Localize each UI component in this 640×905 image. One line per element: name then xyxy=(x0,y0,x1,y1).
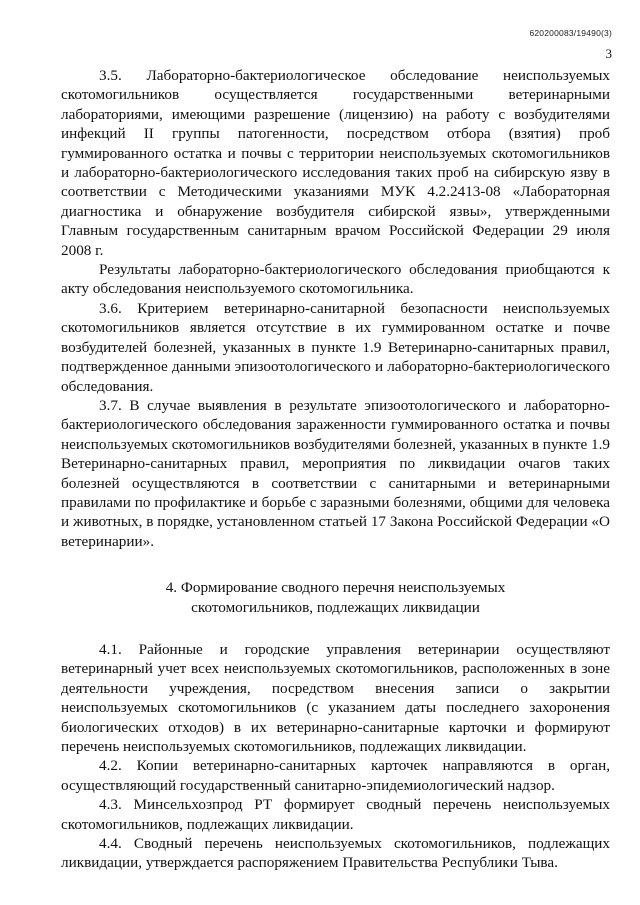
paragraph-4-2: 4.2. Копии ветеринарно-санитарных карточек направляются в орган, осуществляющий государственный санитарно-эпидемиологический надзор. xyxy=(61,757,610,794)
paragraph-4-4: 4.4. Сводный перечень неиспользуемых скотомогильников, подлежащих ликвидации, утверждается распоряжением Правительства Республики Тыва. xyxy=(61,835,610,872)
paragraph-4-3: 4.3. Минсельхозпрод РТ формирует сводный перечень неиспользуемых скотомогильников, подлежащих ликвидации. xyxy=(61,796,610,833)
paragraph-results: Результаты лабораторно-бактериологического обследования приобщаются к акту обследования неиспользуемого скотомогильника. xyxy=(61,261,610,298)
document-id: 620200083/19490(3) xyxy=(529,28,612,38)
page-number: 3 xyxy=(605,46,612,61)
paragraph-4-1: 4.1. Районные и городские управления ветеринарии осуществляют ветеринарный учет всех неиспользуемых скотомогильников, расположенных в зоне деятельности учреждения, посредством внесения записи о закрытии неиспользуемых скотомогильников (с указанием даты последнего захоронения биологических отходов) в их ветеринарно-санитарные карточки и формируют перечень неиспользуемых скотомогильников, подлежащих ликвидации. xyxy=(61,640,610,755)
section-4-title-line-1: 4. Формирование сводного перечня неиспользуемых xyxy=(165,579,506,597)
document-body xyxy=(61,66,610,873)
paragraph-3-5: 3.5. Лабораторно-бактериологическое обследование неиспользуемых скотомогильников осуществляется государственными ветеринарными лабораториями, имеющими разрешение (лицензию) на работу с возбудителями инфекций II группы патогенности, посредством отбора (взятия) проб гуммированного остатка и почвы с территории неиспользуемых скотомогильников и лабораторно-бактериологического исследования таких проб на сибирскую язву в соответствии с Методическими указаниями МУК 4.2.2413-08 «Лабораторная диагностика и обнаружение возбудителя сибирской язвы», утвержденными Главным государственным санитарным врачом Российской Федерации 29 июля 2008 г. xyxy=(61,67,610,259)
section-4-title-line-2: скотомогильников, подлежащих ликвидации xyxy=(191,598,480,616)
section-4-heading xyxy=(61,578,610,617)
paragraph-3-6: 3.6. Критерием ветеринарно-санитарной безопасности неиспользуемых скотомогильников является отсутствие в их гуммированном остатке и почве возбудителей болезней, указанных в пункте 1.9 Ветеринарно-санитарных правил, подтвержденное данными эпизоотологического и лабораторно-бактериологического обследования. xyxy=(61,299,610,395)
paragraph-3-7: 3.7. В случае выявления в результате эпизоотологического и лабораторно-бактериологического обследования зараженности гуммированного остатка и почвы неиспользуемых скотомогильников возбудителями болезней, указанных в пункте 1.9 Ветеринарно-санитарных правил, мероприятия по ликвидации очагов таких болезней осуществляются в соответствии с санитарными и ветеринарными правилами по профилактике и борьбе с заразными болезнями, общими для человека и животных, в порядке, установленном статьей 17 Закона Российской Федерации «О ветеринарии». xyxy=(61,396,610,550)
